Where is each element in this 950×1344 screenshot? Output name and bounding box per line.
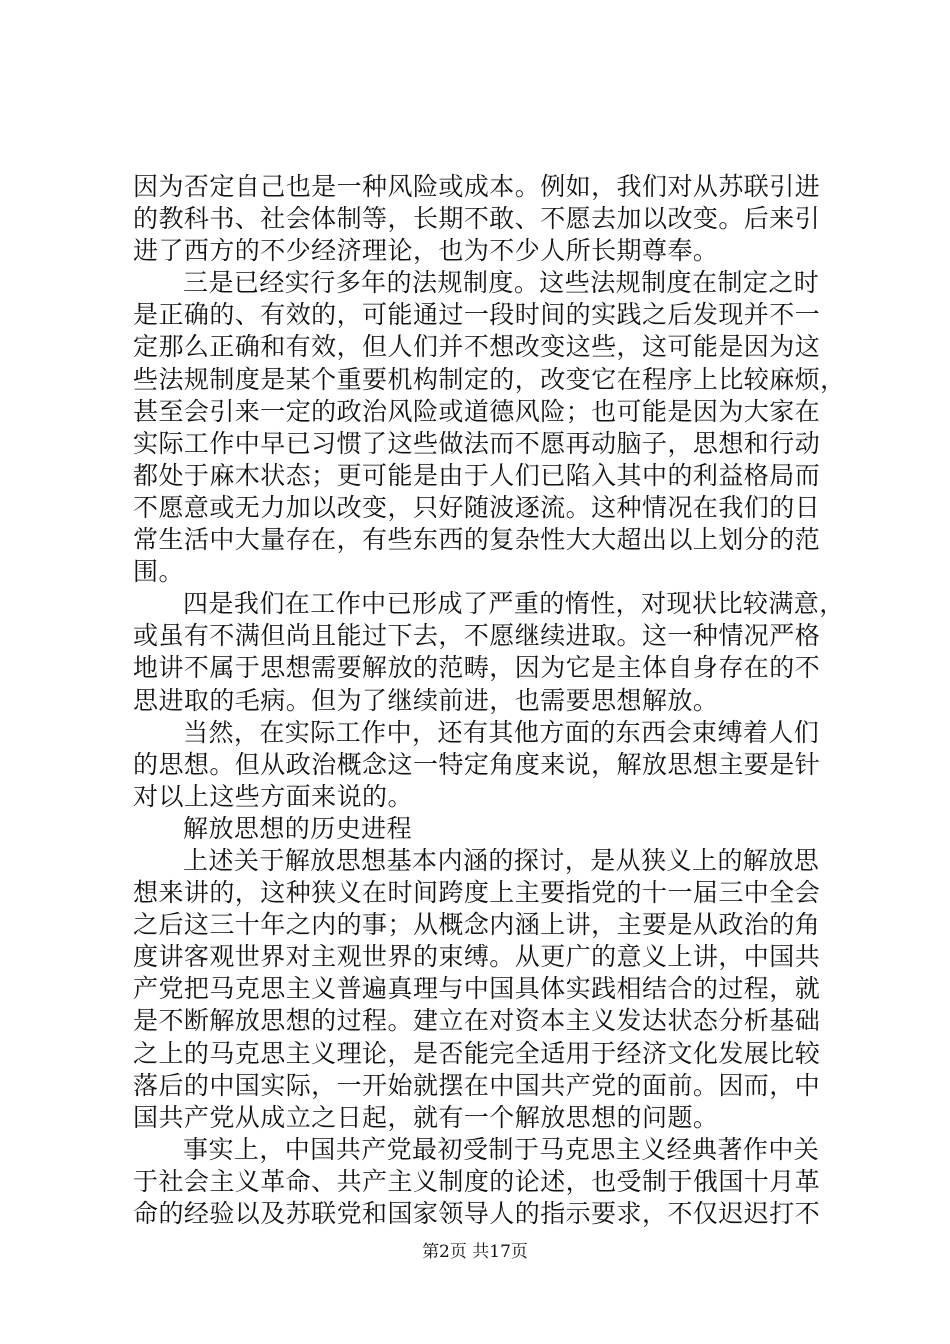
text-line: 地讲不属于思想需要解放的范畴，因为它是主体自身存在的不 — [133, 653, 821, 683]
paragraph-first-line: 当然，在实际工作中，还有其他方面的东西会束缚着人们 — [183, 717, 820, 747]
text-line: 都处于麻木状态；更可能是由于人们已陷入其中的利益格局而 — [133, 460, 821, 490]
page-number-footer: 第2页 共17页 — [422, 1242, 528, 1262]
text-line: 落后的中国实际，一开始就摆在中国共产党的面前。因而，中 — [133, 1070, 821, 1100]
document-body — [133, 171, 846, 1230]
text-line: 实际工作中早已习惯了这些做法而不愿再动脑子，思想和行动 — [133, 428, 821, 458]
text-line: 思进取的毛病。但为了继续前进，也需要思想解放。 — [133, 685, 719, 715]
text-line: 国共产党从成立之日起，就有一个解放思想的问题。 — [133, 1102, 719, 1132]
text-line: 甚至会引来一定的政治风险或道德风险；也可能是因为大家在 — [133, 396, 821, 426]
text-line: 是不断解放思想的过程。建立在对资本主义发达状态分析基础 — [133, 1006, 821, 1036]
text-line: 定那么正确和有效，但人们并不想改变这些，这可能是因为这 — [133, 332, 821, 362]
text-line: 度讲客观世界对主观世界的束缚。从更广的意义上讲，中国共 — [133, 942, 821, 972]
paragraph-first-line: 事实上，中国共产党最初受制于马克思主义经典著作中关 — [183, 1134, 820, 1164]
text-line: 之上的马克思主义理论，是否能完全适用于经济文化发展比较 — [133, 1038, 821, 1068]
text-line: 不愿意或无力加以改变，只好随波逐流。这种情况在我们的日 — [133, 492, 821, 522]
text-line: 些法规制度是某个重要机构制定的，改变它在程序上比较麻烦， — [133, 364, 846, 394]
section-heading: 解放思想的历史进程 — [183, 813, 413, 843]
text-line: 或虽有不满但尚且能过下去，不愿继续进取。这一种情况严格 — [133, 621, 821, 651]
text-line: 想来讲的，这种狭义在时间跨度上主要指党的十一届三中全会 — [133, 878, 821, 908]
text-line: 产党把马克思主义普遍真理与中国具体实践相结合的过程，就 — [133, 974, 821, 1004]
paragraph-first-line: 四是我们在工作中已形成了严重的惰性，对现状比较满意， — [183, 589, 845, 619]
text-line: 对以上这些方面来说的。 — [133, 781, 413, 811]
text-line: 于社会主义革命、共产主义制度的论述，也受制于俄国十月革 — [133, 1166, 821, 1196]
text-line: 围。 — [133, 557, 184, 587]
text-line: 是正确的、有效的，可能通过一段时间的实践之后发现并不一 — [133, 300, 821, 330]
text-line: 的教科书、社会体制等，长期不敢、不愿去加以改变。后来引 — [133, 204, 821, 234]
text-line: 因为否定自己也是一种风险或成本。例如，我们对从苏联引进 — [133, 172, 821, 201]
paragraph-first-line: 上述关于解放思想基本内涵的探讨，是从狭义上的解放思 — [183, 845, 820, 875]
text-line: 命的经验以及苏联党和国家领导人的指示要求，不仅迟迟打不 — [133, 1199, 821, 1228]
text-line: 进了西方的不少经济理论，也为不少人所长期尊奉。 — [133, 236, 719, 266]
paragraph-first-line: 三是已经实行多年的法规制度。这些法规制度在制定之时 — [183, 268, 820, 298]
text-line: 常生活中大量存在，有些东西的复杂性大大超出以上划分的范 — [133, 525, 821, 555]
text-line: 之后这三十年之内的事；从概念内涵上讲，主要是从政治的角 — [133, 910, 821, 940]
text-line: 的思想。但从政治概念这一特定角度来说，解放思想主要是针 — [133, 749, 821, 779]
